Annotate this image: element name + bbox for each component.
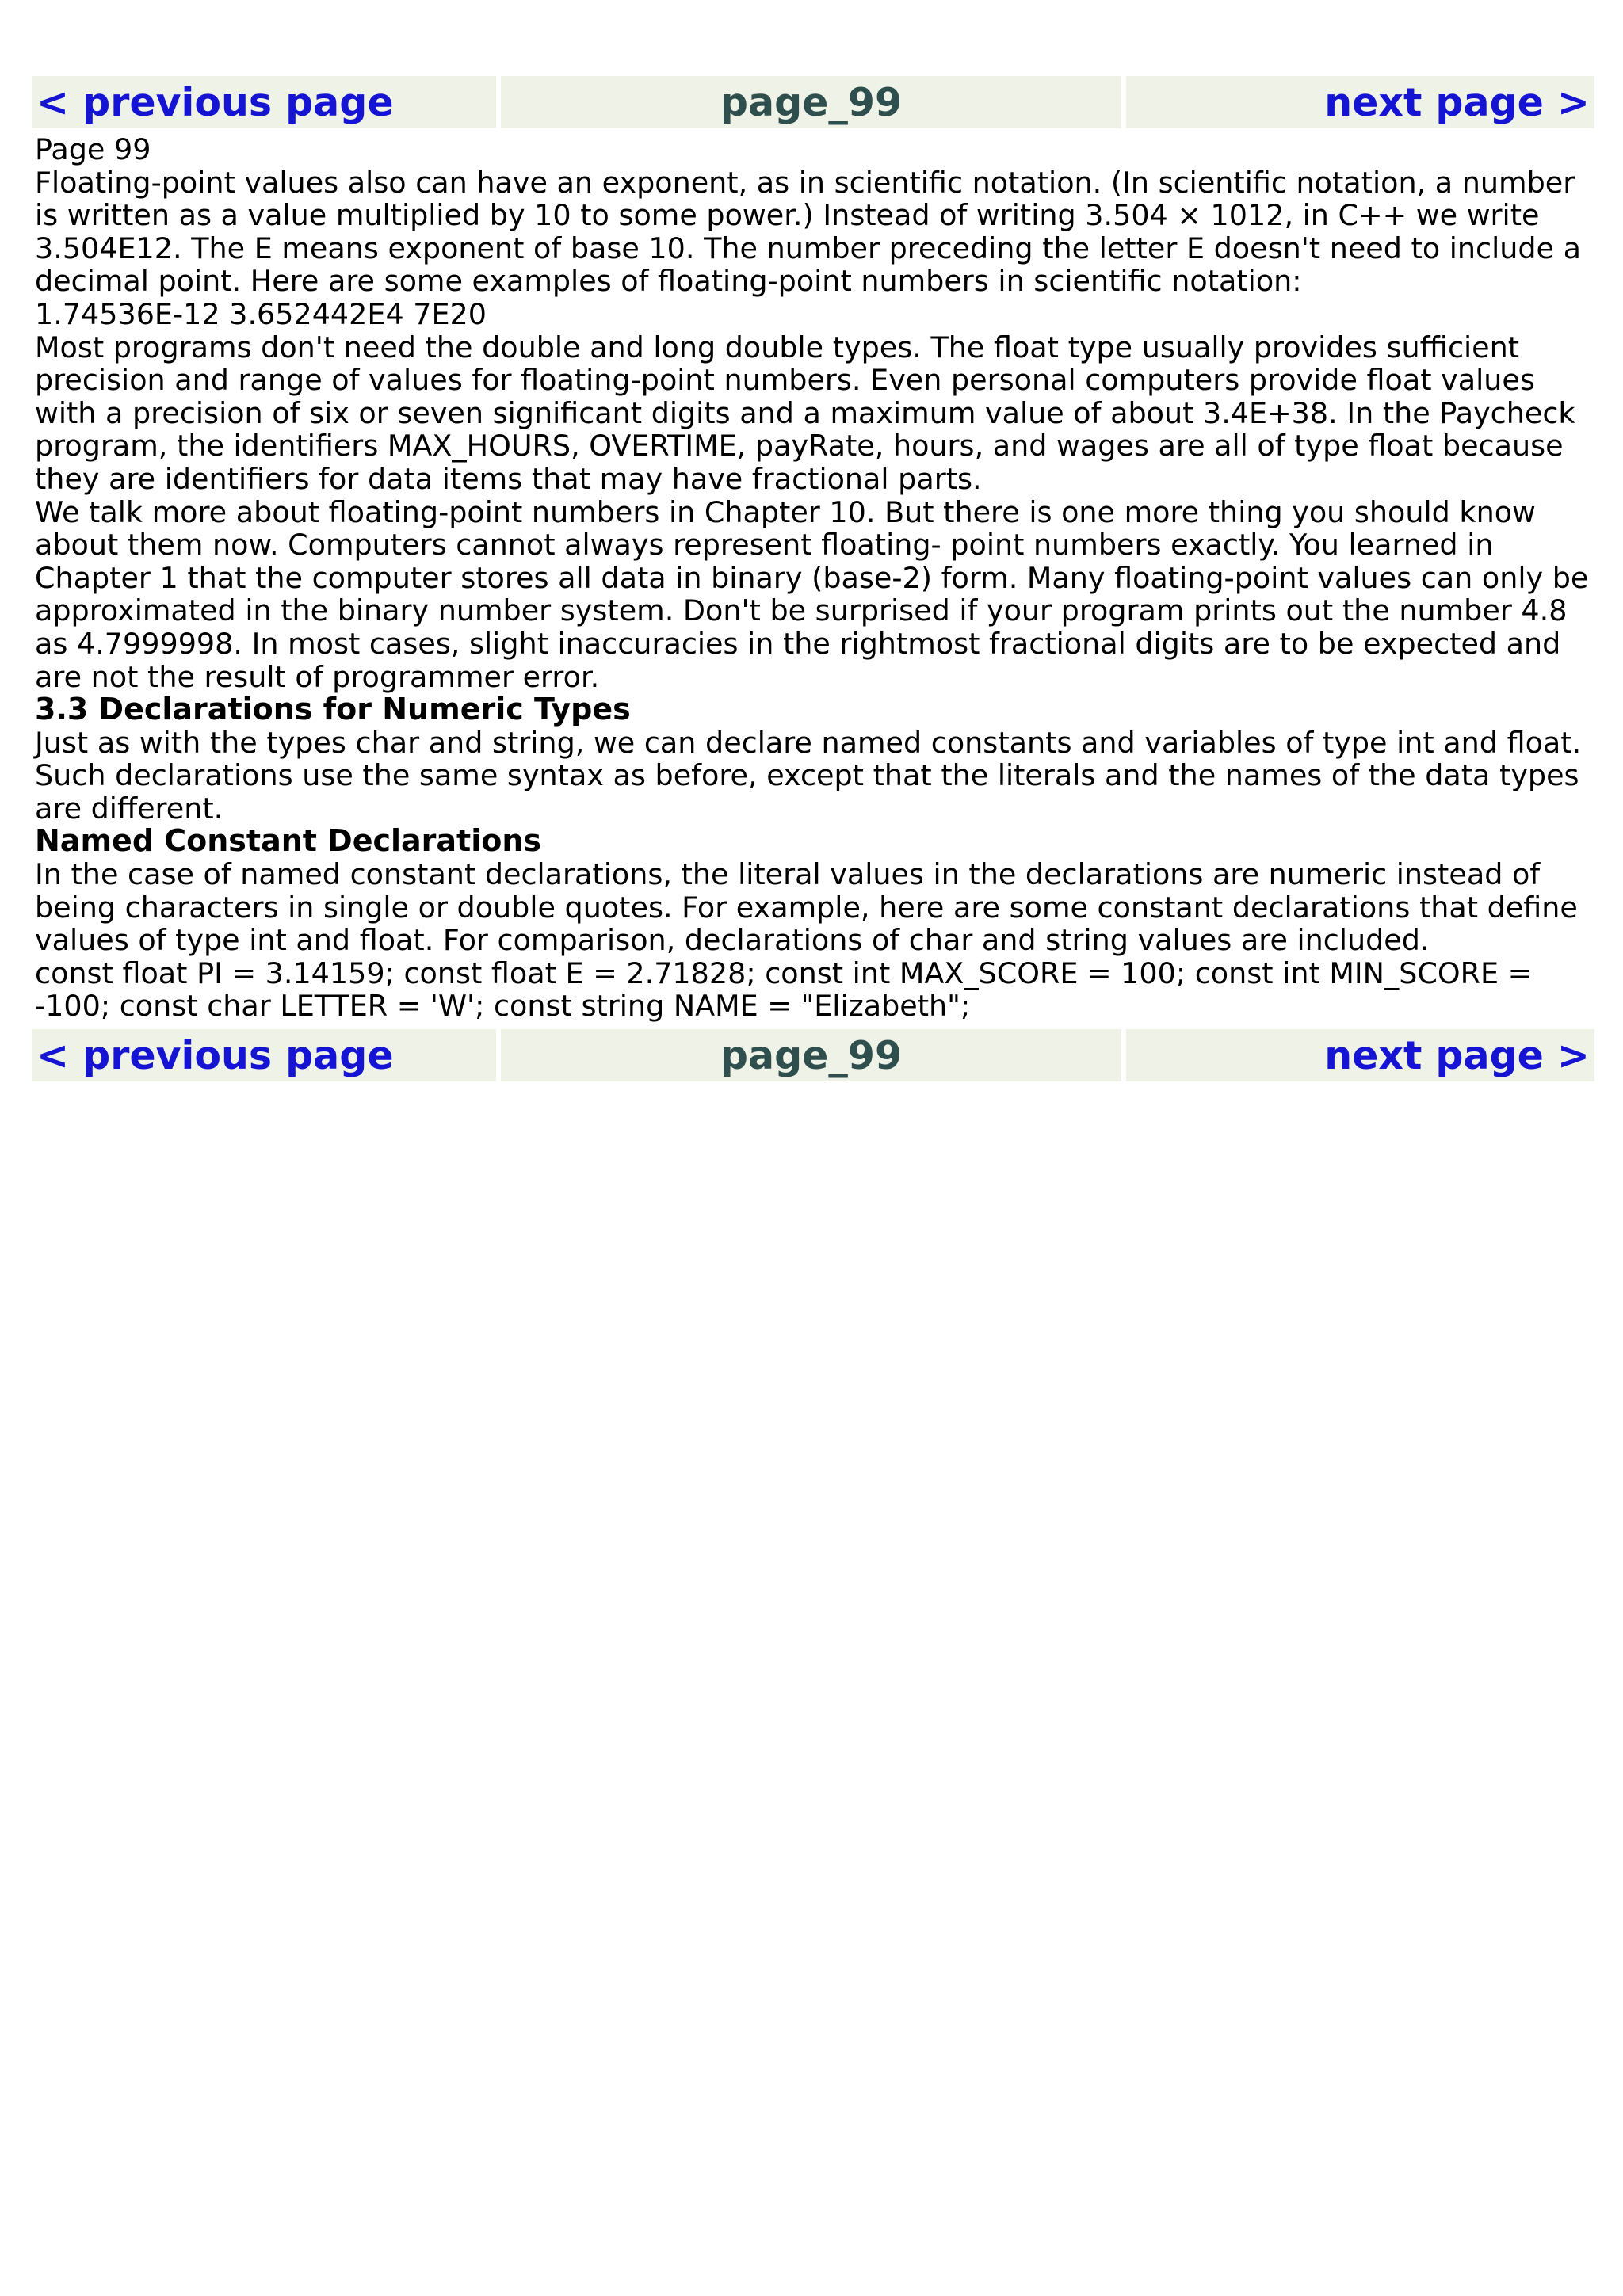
code-example: const float PI = 3.14159; const float E = 2.71828; const int MAX_SCORE = 100; const int MIN_SCORE = -100; const char LETTER = 'W'; const string NAME = "Elizabeth"; [35, 955, 1533, 1024]
page-label: page_99 [501, 76, 1121, 128]
top-navigation-bar [32, 76, 1594, 128]
page-label: page_99 [501, 1029, 1121, 1081]
page-number: Page 99 [35, 132, 151, 166]
paragraph-scientific-notation: Floating-point values also can have an exponent, as in scientific notation. (In scientific notation, a number is written as a value multiplied by 10 to some power.) Instead of writing 3.504 × 1012, in C++ we write 3.504E12. The E means exponent of base 10. The number preceding the letter E doesn't need to include a decimal point. Here are some examples of floating-point numbers in scientific notation: [35, 165, 1581, 299]
paragraph-float-types: Most programs don't need the double and long double types. The float type usually provides sufficient precision and range of values for floating-point numbers. Even personal computers provide float values with a precision of six or seven significant digits and a maximum value of about 3.4E+38. In the Paycheck program, the identifiers MAX_HOURS, OVERTIME, payRate, hours, and wages are all of type float because they are identifiers for data items that may have fractional parts. [35, 330, 1575, 496]
subsection-heading: Named Constant Declarations [35, 823, 542, 859]
section-heading: 3.3 Declarations for Numeric Types [35, 692, 631, 727]
previous-page-link[interactable]: < previous page [32, 1029, 496, 1081]
paragraph-named-constants: In the case of named constant declarations, the literal values in the declarations are numeric instead of being characters in single or double quotes. For example, here are some constant declarations that define values of type int and float. For comparison, declarations of char and string values are included. [35, 857, 1578, 958]
paragraph-floating-point-accuracy: We talk more about floating-point numbers in Chapter 10. But there is one more thing you should know about them now. Computers cannot always represent floating- point numbers exactly. You learned in Chapter 1 that the computer stores all data in binary (base-2) form. Many floating-point values can only be approximated in the binary number system. Don't be surprised if your program prints out the number 4.8 as 4.7999998. In most cases, slight inaccuracies in the rightmost fractional digits are to be expected and are not the result of programmer error. [35, 494, 1589, 694]
next-page-link[interactable]: next page > [1126, 1029, 1594, 1081]
bottom-navigation-bar [32, 1029, 1594, 1081]
previous-page-link[interactable]: < previous page [32, 76, 496, 128]
page-content [35, 133, 1598, 1023]
next-page-link[interactable]: next page > [1126, 76, 1594, 128]
paragraph-numeric-declarations: Just as with the types char and string, we can declare named constants and variables of type int and float. Such declarations use the same syntax as before, except that the literals and the names of the data types are different. [35, 725, 1582, 826]
scientific-notation-examples: 1.74536E-12 3.652442E4 7E20 [35, 296, 487, 331]
